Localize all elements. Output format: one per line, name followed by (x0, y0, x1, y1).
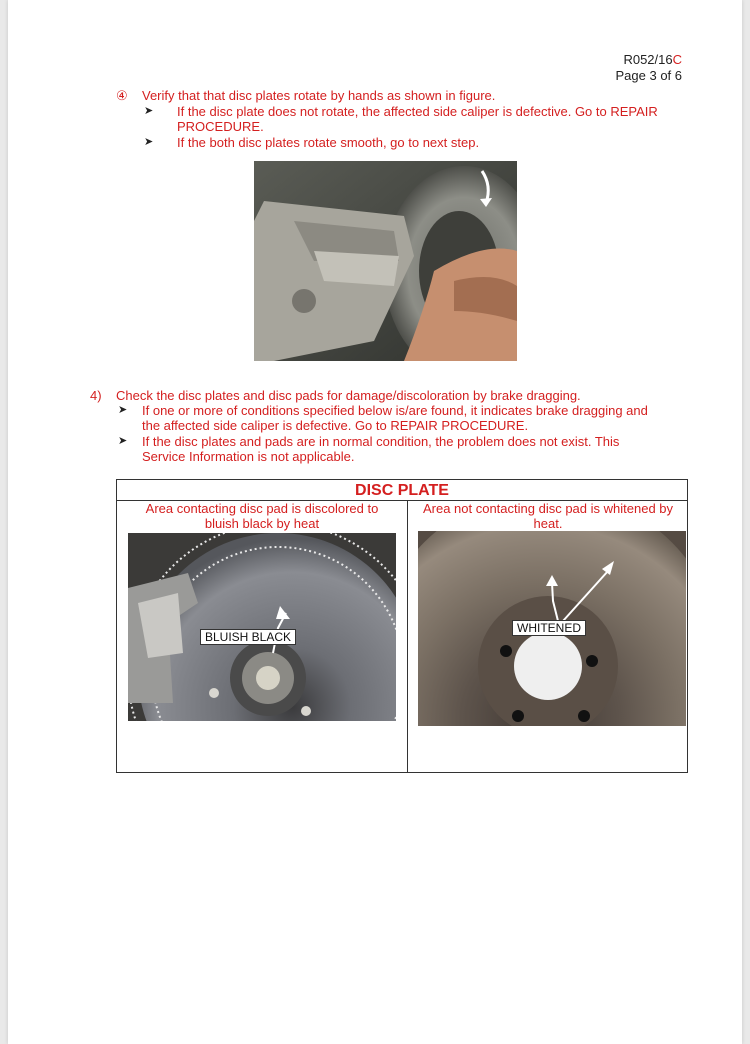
page-number: Page 3 of 6 (615, 68, 682, 83)
step-four-marker: ④ (116, 88, 128, 103)
step-four-bullet-1: If the disc plate does not rotate, the affected side caliper is defective. Go to REPAIR PROCEDURE. (177, 104, 658, 134)
document-page (8, 0, 742, 1044)
rotate-disc-illustration (254, 161, 517, 361)
doc-code: R052/16C (623, 52, 682, 67)
bullet-arrow-icon: ➤ (144, 136, 154, 148)
step-four-bullet-2: If the both disc plates rotate smooth, go to next step. (177, 135, 480, 150)
section-number: 4) (90, 388, 102, 403)
step-four-text: Verify that that disc plates rotate by hands as shown in figure. (142, 88, 496, 103)
whitened-label: WHITENED (512, 620, 586, 636)
page-header (616, 52, 683, 84)
left-caption: Area contacting disc pad is discolored to bluish black by heat (145, 501, 379, 531)
bullet-arrow-icon: ➤ (144, 105, 154, 117)
disc-plate-table (116, 479, 688, 773)
bullet-arrow-icon: ➤ (118, 404, 128, 416)
bluish-disc-illustration (128, 533, 396, 721)
section-text: Check the disc plates and disc pads for damage/discoloration by brake dragging. (116, 388, 581, 403)
bluish-black-disc-photo (128, 533, 396, 721)
bullet-arrow-icon: ➤ (118, 435, 128, 447)
rotate-disc-photo (254, 161, 517, 361)
bluish-black-label: BLUISH BLACK (200, 629, 296, 645)
right-caption: Area not contacting disc pad is whitened by heat. (422, 501, 674, 531)
table-divider (407, 500, 408, 772)
section-bullet-2: If the disc plates and pads are in normal condition, the problem does not exist. This Service Information is not applicable. (142, 434, 620, 464)
whitened-disc-photo (418, 531, 686, 726)
table-title: DISC PLATE (117, 480, 687, 501)
section-bullet-1: If one or more of conditions specified below is/are found, it indicates brake dragging and the affected side caliper is defective. Go to REPAIR PROCEDURE. (142, 403, 648, 433)
